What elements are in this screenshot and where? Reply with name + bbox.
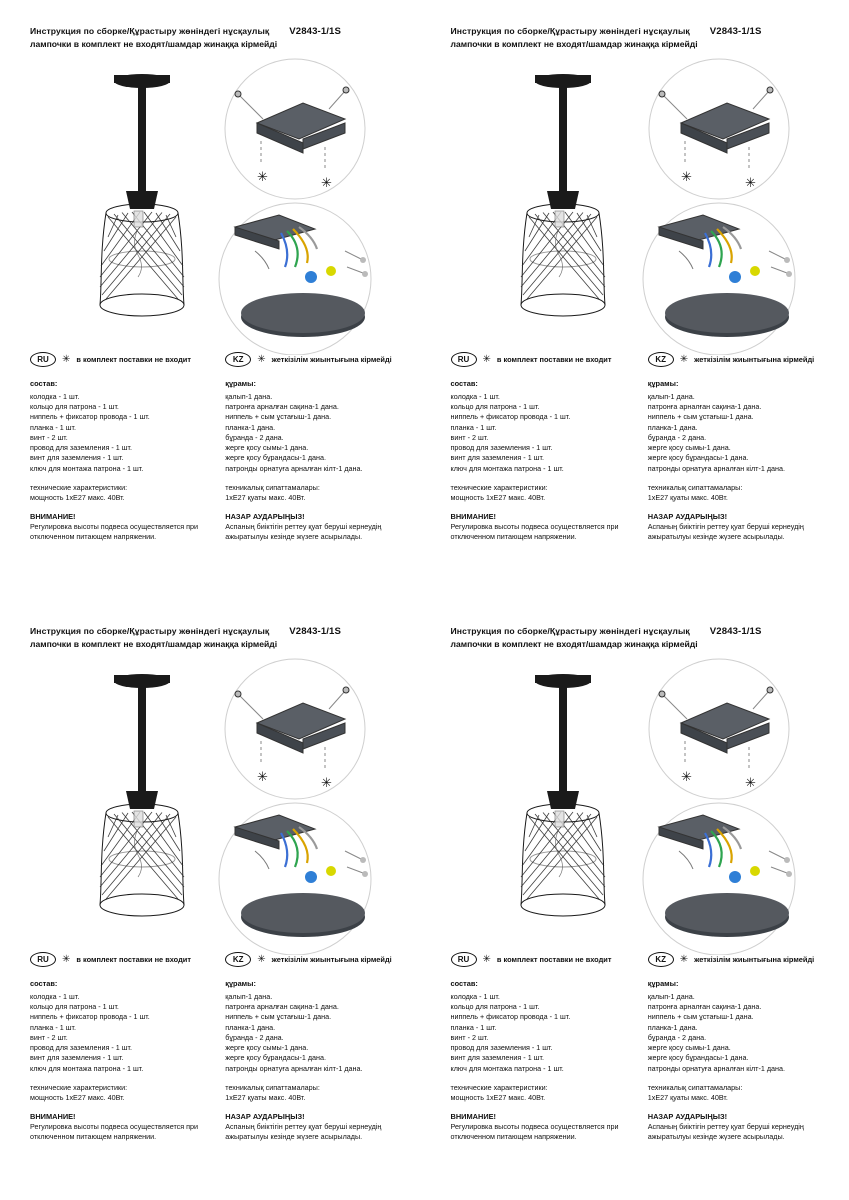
list-item: қалып-1 дана. [647,392,695,401]
assembly-steps-illustration [195,655,395,955]
illustration-area [451,55,826,355]
kz-language-row [648,952,831,967]
list-item: винт для заземления - 1 шт. [450,1053,544,1063]
star-mark: ✳ [681,769,692,784]
ru-specs-column [30,952,211,1143]
list-item: ниппель + сым ұстағыш-1 дана. [225,1012,332,1022]
panel-header [451,26,826,37]
list-item: планка-1 дана. [647,1022,698,1032]
instruction-panel [425,0,849,600]
asterisk-icon: ✳ [257,353,266,365]
star-mark: ✳ [745,775,756,790]
kz-badge: KZ [648,952,674,967]
ru-not-included-note: в комплект поставки не входит [76,955,191,964]
list-item: бұранда - 2 дана. [647,432,707,442]
kz-tech-title: техникалық сипаттамалары: [647,1082,743,1092]
ru-warning-body: Регулировка высоты подвеса осуществляется при отключенном питающем напряжении. [30,1122,199,1142]
list-item: жерге қосу сымы-1 дана. [225,1043,309,1053]
kz-tech-value: 1хЕ27 қуаты макс. 40Вт. [225,492,306,502]
page-title: Инструкция по сборке/Құрастыру жөніндегі нұсқаулық [30,26,270,36]
ru-composition-title: состав: [30,979,58,988]
ru-not-included-note: в комплект поставки не входит [496,955,612,964]
list-item: патронды орнатуға арналған кілт-1 дана. [225,1063,363,1073]
kz-badge: KZ [225,952,251,967]
list-item: кольцо для патрона - 1 шт. [30,1002,119,1012]
asterisk-icon: ✳ [679,953,689,965]
ru-composition-title: состав: [30,379,58,388]
illustration-area [30,55,401,355]
ru-warning-title: ВНИМАНИЕ! [450,512,497,522]
kz-not-included-note: жеткізілім жиынтығына кірмейді [694,955,815,964]
star-mark: ✳ [745,175,756,190]
kz-badge: KZ [225,352,251,367]
list-item: жерге қосу сымы-1 дана. [647,1043,731,1053]
kz-tech-title: техникалық сипаттамалары: [225,1082,320,1092]
list-item: жерге қосу бұрандасы-1 дана. [647,453,749,463]
list-item: планка-1 дана. [647,422,698,432]
list-item: жерге қосу сымы-1 дана. [225,443,309,453]
list-item: патронға арналған сақина-1 дана. [225,402,339,412]
list-item: патронға арналған сақина-1 дана. [647,402,762,412]
ru-warning-title: ВНИМАНИЕ! [450,1112,497,1122]
ru-composition-title: состав: [450,979,478,988]
kz-tech-value: 1хЕ27 қуаты макс. 40Вт. [647,1092,728,1102]
page-subtitle: лампочки в комплект не входят/шамдар жинаққа кірмейді [30,639,278,649]
assembly-steps-illustration [619,55,819,355]
list-item: ниппель + фиксатор провода - 1 шт. [30,412,150,422]
kz-composition-title: құрамы: [647,979,679,988]
list-item: планка - 1 шт. [30,1022,76,1032]
ru-language-row [30,352,211,367]
star-mark: ✳ [256,769,268,784]
kz-warning-body: Аспаның биіктігін реттеу қуат беруші кернеудің ажыратылуы кезінде жүзеге асырылады. [225,1122,382,1142]
list-item: винт - 2 шт. [450,1032,489,1042]
list-item: ниппель + сым ұстағыш-1 дана. [225,412,332,422]
asterisk-icon: ✳ [62,953,71,965]
illustration-area [451,655,826,955]
ru-not-included-note: в комплект поставки не входит [76,355,191,364]
illustration-area [30,655,401,955]
kz-not-included-note: жеткізілім жиынтығына кірмейді [271,355,392,364]
ru-warning-title: ВНИМАНИЕ! [30,512,76,522]
star-mark: ✳ [681,169,692,184]
list-item: қалып-1 дана. [225,992,273,1001]
ru-specs-column [451,952,634,1143]
list-item: бұранда - 2 дана. [225,432,284,442]
ru-badge: RU [451,952,477,967]
ru-warning-title: ВНИМАНИЕ! [30,1112,76,1122]
kz-composition-title: құрамы: [647,379,679,388]
list-item: ниппель + фиксатор провода - 1 шт. [30,1012,150,1022]
list-item: жерге қосу сымы-1 дана. [647,443,731,453]
list-item: винт для заземления - 1 шт. [450,453,544,463]
list-item: жерге қосу бұрандасы-1 дана. [225,1053,327,1063]
ru-language-row [451,952,634,967]
list-item: жерге қосу бұрандасы-1 дана. [225,453,327,463]
list-item: планка - 1 шт. [30,422,76,432]
product-code: V2843-1/1S [289,626,341,637]
kz-warning-body: Аспаның биіктігін реттеу қуат беруші кернеудің ажыратылуы кезінде жүзеге асырылады. [647,1122,804,1142]
page-title: Инструкция по сборке/Құрастыру жөніндегі нұсқаулық [450,626,690,636]
list-item: винт - 2 шт. [450,432,489,442]
list-item: ключ для монтажа патрона - 1 шт. [30,463,144,473]
ru-warning-body: Регулировка высоты подвеса осуществляется при отключенном питающем напряжении. [30,522,199,542]
ru-tech-title: технические характеристики: [450,1082,548,1092]
list-item: планка-1 дана. [225,1022,276,1032]
ru-tech-value: мощность 1хЕ27 макс. 40Вт. [30,1092,125,1102]
kz-warning-title: НАЗАР АУДАРЫҢЫЗ! [225,512,305,522]
star-mark: ✳ [256,169,268,184]
kz-specs-column [648,352,831,543]
ru-not-included-note: в комплект поставки не входит [496,355,612,364]
panel-header [30,26,401,37]
ru-tech-title: технические характеристики: [30,1082,128,1092]
ru-composition-title: состав: [450,379,478,388]
kz-warning-title: НАЗАР АУДАРЫҢЫЗ! [647,512,728,522]
list-item: винт - 2 шт. [30,1032,68,1042]
ru-badge: RU [451,352,477,367]
ru-specs-column [451,352,634,543]
asterisk-icon: ✳ [482,353,491,365]
kz-composition-title: құрамы: [225,979,256,988]
list-item: кольцо для патрона - 1 шт. [450,402,540,412]
kz-specs-column [225,952,406,1143]
asterisk-icon: ✳ [257,953,266,965]
list-item: колодка - 1 шт. [450,392,500,401]
product-code: V2843-1/1S [709,26,762,37]
list-item: патронға арналған сақина-1 дана. [225,1002,339,1012]
list-item: кольцо для патрона - 1 шт. [450,1002,540,1012]
ru-badge: RU [30,952,56,967]
list-item: ниппель + фиксатор провода - 1 шт. [450,412,571,422]
ru-tech-value: мощность 1хЕ27 макс. 40Вт. [450,1092,546,1102]
kz-not-included-note: жеткізілім жиынтығына кірмейді [271,955,392,964]
list-item: планка - 1 шт. [450,1022,497,1032]
list-item: бұранда - 2 дана. [225,1032,284,1042]
kz-warning-body: Аспаның биіктігін реттеу қуат беруші кернеудің ажыратылуы кезінде жүзеге асырылады. [647,522,804,542]
kz-composition-title: құрамы: [225,379,256,388]
star-mark: ✳ [320,775,332,790]
product-code: V2843-1/1S [289,26,341,37]
ru-tech-value: мощность 1хЕ27 макс. 40Вт. [450,492,546,502]
kz-warning-title: НАЗАР АУДАРЫҢЫЗ! [225,1112,305,1122]
star-mark: ✳ [320,175,332,190]
specifications-area [451,352,832,543]
ru-tech-value: мощность 1хЕ27 макс. 40Вт. [30,492,125,502]
list-item: ключ для монтажа патрона - 1 шт. [450,1063,564,1073]
list-item: провод для заземления - 1 шт. [30,1043,133,1053]
panel-header [451,626,826,637]
instruction-panel [0,600,425,1200]
ru-warning-body: Регулировка высоты подвеса осуществляется при отключенном питающем напряжении. [450,1122,619,1142]
kz-language-row [648,352,831,367]
list-item: патронды орнатуға арналған кілт-1 дана. [647,1063,785,1073]
list-item: қалып-1 дана. [225,392,273,401]
product-code: V2843-1/1S [709,626,762,637]
list-item: жерге қосу бұрандасы-1 дана. [647,1053,749,1063]
list-item: патронды орнатуға арналған кілт-1 дана. [225,463,363,473]
assembly-steps-illustration [619,655,819,955]
specifications-area [451,952,832,1143]
list-item: кольцо для патрона - 1 шт. [30,402,119,412]
kz-language-row [225,952,406,967]
specifications-area [30,352,407,543]
kz-specs-column [225,352,406,543]
asterisk-icon: ✳ [62,353,71,365]
ru-badge: RU [30,352,56,367]
list-item: колодка - 1 шт. [30,992,80,1001]
page-subtitle: лампочки в комплект не входят/шамдар жинаққа кірмейді [450,639,698,649]
ru-specs-column [30,352,211,543]
page-subtitle: лампочки в комплект не входят/шамдар жинаққа кірмейді [30,39,278,49]
panel-header [30,626,401,637]
kz-badge: KZ [648,352,674,367]
list-item: провод для заземления - 1 шт. [450,443,553,453]
ru-language-row [30,952,211,967]
kz-tech-title: техникалық сипаттамалары: [225,482,320,492]
list-item: ниппель + сым ұстағыш-1 дана. [647,1012,754,1022]
assembly-steps-illustration [195,55,395,355]
kz-warning-body: Аспаның биіктігін реттеу қуат беруші кернеудің ажыратылуы кезінде жүзеге асырылады. [225,522,382,542]
list-item: колодка - 1 шт. [30,392,80,401]
list-item: винт для заземления - 1 шт. [30,453,124,463]
kz-tech-title: техникалық сипаттамалары: [647,482,743,492]
asterisk-icon: ✳ [482,953,491,965]
list-item: провод для заземления - 1 шт. [450,1043,553,1053]
kz-language-row [225,352,406,367]
kz-tech-value: 1хЕ27 қуаты макс. 40Вт. [225,1092,306,1102]
list-item: патронды орнатуға арналған кілт-1 дана. [647,463,785,473]
instruction-panel [425,600,849,1200]
list-item: провод для заземления - 1 шт. [30,443,133,453]
list-item: патронға арналған сақина-1 дана. [647,1002,762,1012]
list-item: ниппель + фиксатор провода - 1 шт. [450,1012,571,1022]
list-item: ключ для монтажа патрона - 1 шт. [450,463,564,473]
list-item: планка-1 дана. [225,422,276,432]
kz-warning-title: НАЗАР АУДАРЫҢЫЗ! [647,1112,728,1122]
list-item: колодка - 1 шт. [450,992,500,1001]
asterisk-icon: ✳ [679,353,689,365]
kz-tech-value: 1хЕ27 қуаты макс. 40Вт. [647,492,728,502]
kz-not-included-note: жеткізілім жиынтығына кірмейді [694,355,815,364]
list-item: қалып-1 дана. [647,992,695,1001]
list-item: планка - 1 шт. [450,422,497,432]
instruction-panel [0,0,425,600]
list-item: бұранда - 2 дана. [647,1032,707,1042]
kz-specs-column [648,952,831,1143]
list-item: винт - 2 шт. [30,432,68,442]
page-title: Инструкция по сборке/Құрастыру жөніндегі нұсқаулық [30,626,270,636]
ru-tech-title: технические характеристики: [30,482,128,492]
list-item: винт для заземления - 1 шт. [30,1053,124,1063]
specifications-area [30,952,407,1143]
list-item: ниппель + сым ұстағыш-1 дана. [647,412,754,422]
list-item: ключ для монтажа патрона - 1 шт. [30,1063,144,1073]
page-title: Инструкция по сборке/Құрастыру жөніндегі нұсқаулық [450,26,690,36]
ru-language-row [451,352,634,367]
page-subtitle: лампочки в комплект не входят/шамдар жинаққа кірмейді [450,39,698,49]
ru-tech-title: технические характеристики: [450,482,548,492]
ru-warning-body: Регулировка высоты подвеса осуществляется при отключенном питающем напряжении. [450,522,619,542]
